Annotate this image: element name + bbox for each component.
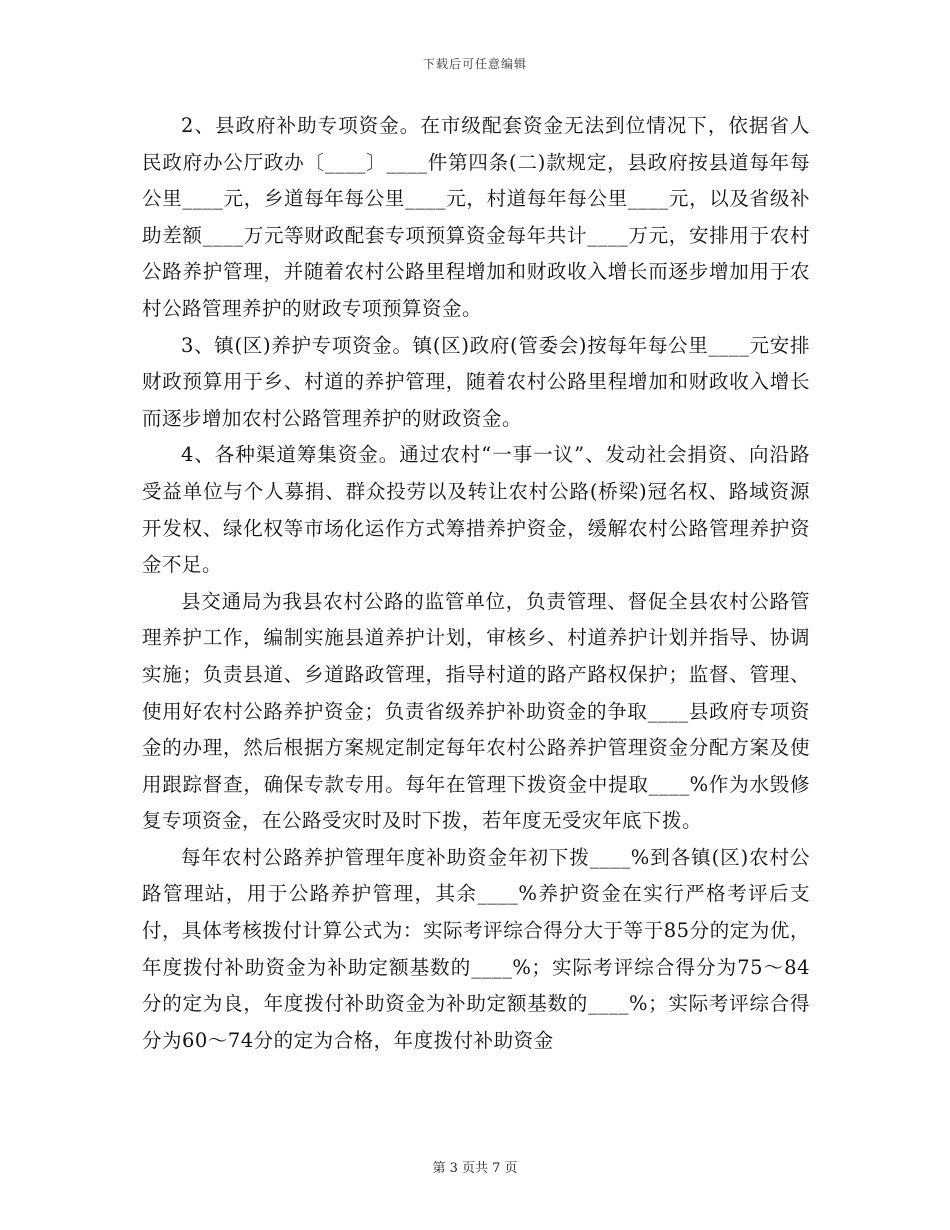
paragraph-county-subsidy: 2、县政府补助专项资金。在市级配套资金无法到位情况下，依据省人民政府办公厅政办〔____〕____件第四条(二)款规定，县政府按县道每年每公里____元，乡道每年每公里____元，村道每年每公里____元，以及省级补助差额____万元等财政配套专项预算资金每年共计____万元，安排用于农村公路养护管理，并随着农村公路里程增加和财政收入增长而逐步增加用于农村公路管理养护的财政专项预算资金。 bbox=[142, 114, 810, 320]
paragraph-multi-channel-fund: 4、各种渠道筹集资金。通过农村“一事一议”、发动社会捐资、向沿路受益单位与个人募捐、群众投劳以及转让农村公路(桥梁)冠名权、路域资源开发权、绿化权等市场化运作方式筹措养护资金，缓解农村公路管理养护资金不足。 bbox=[142, 443, 810, 577]
paragraph-annual-allocation: 每年农村公路养护管理年度补助资金年初下拨____%到各镇(区)农村公路管理站，用于公路养护管理，其余____%养护资金在实行严格考评后支付，具体考核拨付计算公式为：实际考评综合得分大于等于85分的定为优，年度拨付补助资金为补助定额基数的____%；实际考评综合得分为75～84分的定为良，年度拨付补助资金为补助定额基数的____%；实际考评综合得分为60～74分的定为合格，年度拨付补助资金 bbox=[142, 845, 810, 1052]
page-number: 第 3 页共 7 页 bbox=[432, 1161, 518, 1176]
page-header: 下载后可任意编辑 bbox=[422, 57, 527, 71]
document-body bbox=[142, 108, 810, 1059]
paragraph-transport-bureau: 县交通局为我县农村公路的监管单位，负责管理、督促全县农村公路管理养护工作，编制实施县道养护计划，审核乡、村道养护计划并指导、协调实施；负责县道、乡道路政管理，指导村道的路产路权保护；监督、管理、使用好农村公路养护资金；负责省级养护补助资金的争取____县政府专项资金的办理，然后根据方案规定制定每年农村公路养护管理资金分配方案及使用跟踪督查，确保专款专用。每年在管理下拨资金中提取____%作为水毁修复专项资金，在公路受灾时及时下拨，若年度无受灾年底下拨。 bbox=[142, 589, 810, 833]
paragraph-town-fund: 3、镇(区)养护专项资金。镇(区)政府(管委会)按每年每公里____元安排财政预算用于乡、村道的养护管理，随着农村公路里程增加和财政收入增长而逐步增加农村公路管理养护的财政资金。 bbox=[142, 333, 810, 430]
